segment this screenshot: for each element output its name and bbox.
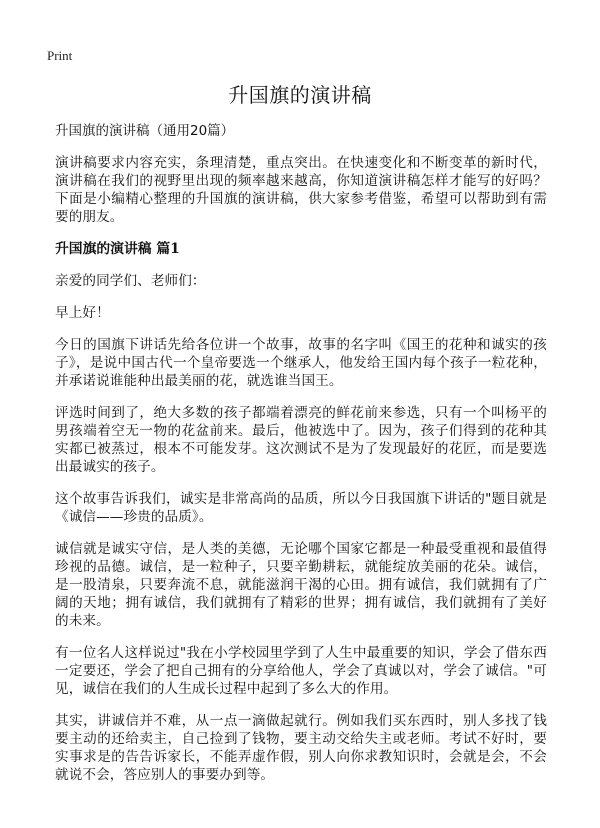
paragraph-practice: 其实，讲诚信并不难，从一点一滴做起就行。例如我们买东西时，别人多找了钱要主动的还给卖主，自己捡到了钱物，要主动交给失主或老师。考试不好时，要实事求是的告告诉家长，不能弄虚作假，别人向你求教知识时，会就是会，不会就说不会，答应别人的事要办到等。: [55, 713, 547, 783]
paragraph-integrity: 诚信就是诚实守信，是人类的美德，无论哪个国家它都是一种最受重视和最值得珍视的品德。诚信，是一粒种子，只要辛勤耕耘，就能绽放美丽的花朵。诚信，是一股清泉，只要奔流不息，就能滋润干渴的心田。拥有诚信，我们就拥有了广阔的天地；拥有诚信，我们就拥有了精彩的世界；拥有诚信，我们就拥有了美好的未来。: [55, 541, 547, 629]
paragraph-selection: 评选时间到了，绝大多数的孩子都端着漂亮的鲜花前来参选，只有一个叫杨平的男孩端着空无一物的花盆前来。最后，他被选中了。因为，孩子们得到的花种其实都已被蒸过，根本不可能发芽。这次测试不是为了发现最好的花匠，而是要选出最诚实的孩子。: [55, 405, 547, 475]
document-subtitle: 升国旗的演讲稿（通用20篇）: [55, 123, 235, 139]
print-label: Print: [47, 48, 73, 63]
intro-paragraph: 演讲稿要求内容充实，条理清楚，重点突出。在快速变化和不断变革的新时代，演讲稿在我们的视野里出现的频率越来越高，你知道演讲稿怎样才能写的好吗？下面是小编精心整理的升国旗的演讲稿，供大家参考借鉴，希望可以帮助到有需要的朋友。: [55, 155, 547, 225]
section-heading: 升国旗的演讲稿 篇1: [55, 241, 180, 257]
document-body: [55, 122, 547, 798]
paragraph-morning: 早上好！: [55, 305, 110, 321]
paragraph-lesson: 这个故事告诉我们，诚实是非常高尚的品质，所以今日我国旗下讲话的"题目就是《诚信——珍贵的品质》。: [55, 491, 547, 525]
document-title: 升国旗的演讲稿: [228, 83, 372, 107]
paragraph-quote: 有一位名人这样说过"我在小学校园里学到了人生中最重要的知识，学会了借东西一定要还，学会了把自己拥有的分享给他人，学会了真诚以对，学会了诚信。"可见，诚信在我们的人生成长过程中起到了多么大的作用。: [55, 645, 547, 697]
paragraph-story: 今日的国旗下讲话先给各位讲一个故事，故事的名字叫《国王的花种和诚实的孩子》，是说中国古代一个皇帝要选一个继承人，他发给王国内每个孩子一粒花种，并承诺说谁能种出最美丽的花，就选谁当国王。: [55, 337, 547, 389]
paragraph-greeting: 亲爱的同学们、老师们：: [55, 273, 206, 289]
